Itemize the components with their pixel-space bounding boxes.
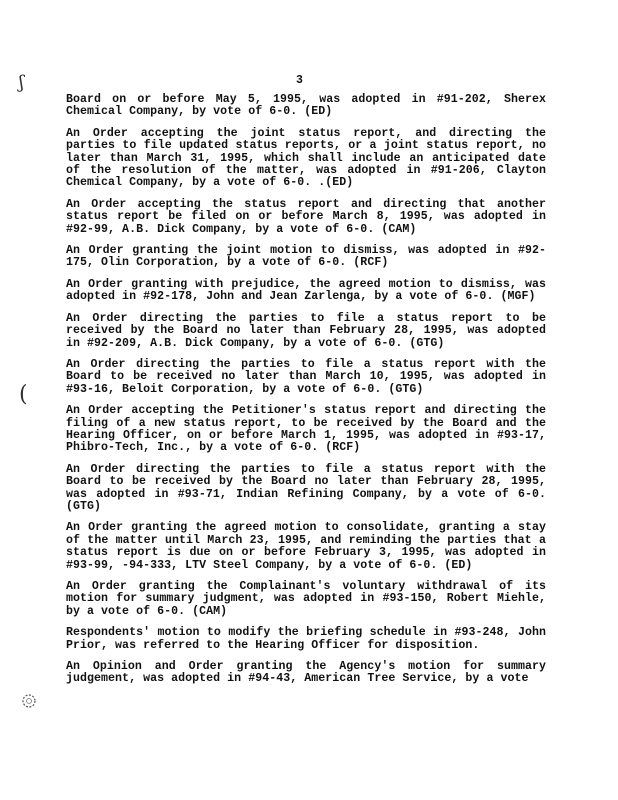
paragraph: An Order directing the parties to file a status report with the Board to be received no later than March 10, 1995, was adopted in #93-16, Beloit Corporation, by a vote of 6-0. (GTG) xyxy=(66,357,546,396)
margin-punch-hole-icon xyxy=(20,692,38,710)
margin-bracket-mark-icon: ( xyxy=(19,382,28,407)
document-body xyxy=(66,94,546,695)
paragraph: Board on or before May 5, 1995, was adopted in #91-202, Sherex Chemical Company, by vote of 6-0. (ED) xyxy=(66,93,546,119)
paragraph: An Order accepting the status report and directing that another status report be filed on or before March 8, 1995, was adopted in #92-99, A.B. Dick Company, by a vote of 6-0. (CAM) xyxy=(66,197,546,236)
paragraph: An Order granting the joint motion to dismiss, was adopted in #92-175, Olin Corporation, by a vote of 6-0. (RCF) xyxy=(66,244,546,270)
page-number: 3 xyxy=(296,74,303,87)
paragraph: An Order granting the Complainant's voluntary withdrawal of its motion for summary judgment, was adopted in #93-150, Robert Miehle, by a vote of 6-0. (CAM) xyxy=(66,580,546,618)
paragraph: An Opinion and Order granting the Agency's motion for summary judgement, was adopted in #94-43, American Tree Service, by a vote xyxy=(66,660,546,686)
paragraph: Respondents' motion to modify the briefing schedule in #93-248, John Prior, was referred to the Hearing Officer for disposition. xyxy=(66,626,546,652)
paragraph: An Order directing the parties to file a status report with the Board to be received by the Board no later than February 28, 1995, was adopted in #93-71, Indian Refining Company, by a vote of 6-0. (GTG) xyxy=(66,462,546,513)
paragraph: An Order accepting the Petitioner's status report and directing the filing of a new status report, to be received by the Board and the Hearing Officer, on or before March 1, 1995, was adopted in #93-17, Phibro-Tech, Inc., by a vote of 6-0. (RCF) xyxy=(66,404,546,455)
paragraph: An Order directing the parties to file a status report to be received by the Board no later than February 28, 1995, was adopted in #92-209, A.B. Dick Company, by a vote of 6-0. (GTG) xyxy=(66,311,546,350)
paragraph: An Order granting with prejudice, the agreed motion to dismiss, was adopted in #92-178, John and Jean Zarlenga, by a vote of 6-0. (MGF) xyxy=(66,277,546,304)
paragraph: An Order accepting the joint status report, and directing the parties to file updated status reports, or a joint status report, no later than March 31, 1995, which shall include an anticipated date of the resolution of the matter, was adopted in #91-206, Clayton Chemical Company, by a vote of 6-0. .(ED) xyxy=(66,126,546,190)
margin-scan-mark-icon: ʃ xyxy=(19,72,24,93)
paragraph: An Order granting the agreed motion to consolidate, granting a stay of the matter until March 23, 1995, and reminding the parties that a status report is due on or before February 3, 1995, was adopted in #93-99, -94-333, LTV Steel Company, by a vote of 6-0. (ED) xyxy=(66,521,546,572)
